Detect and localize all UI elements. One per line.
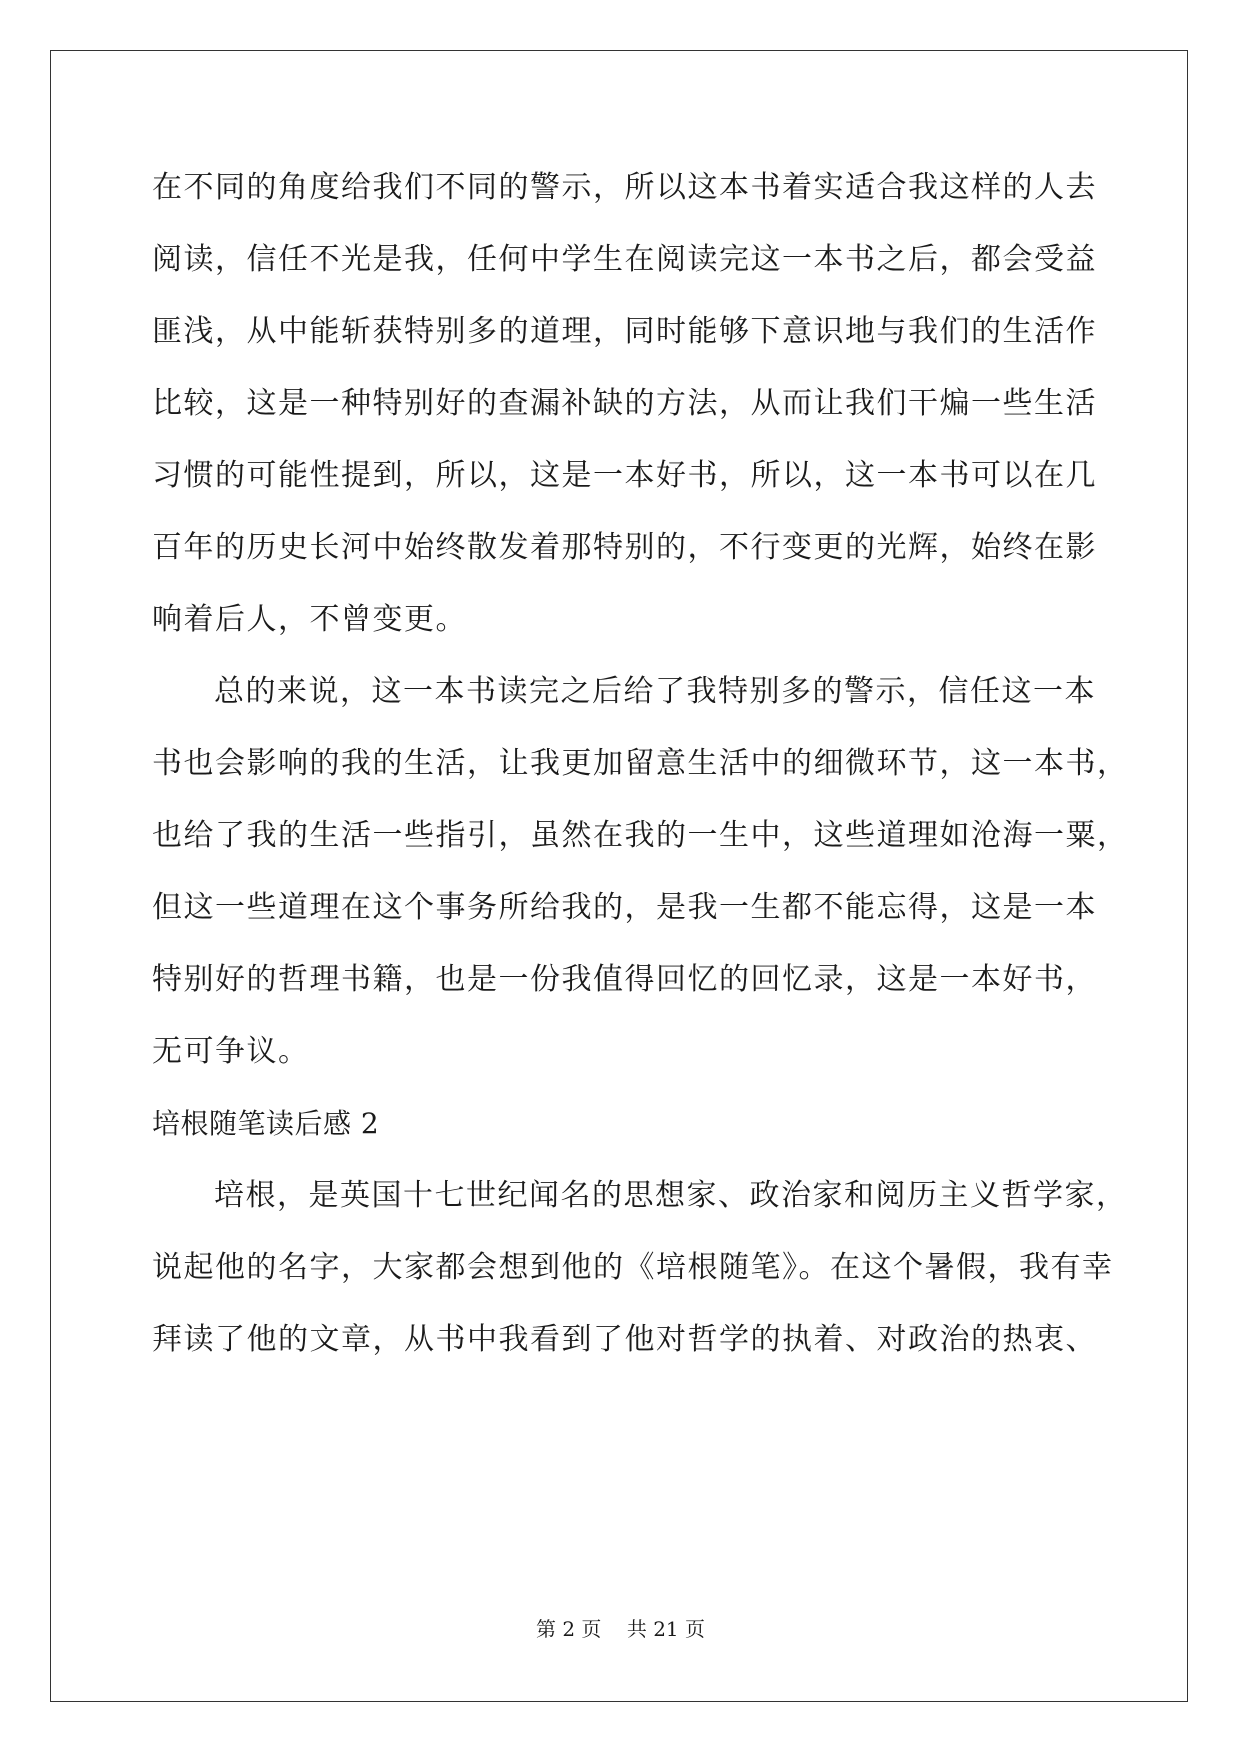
- body-text-line: 阅读，信任不光是我，任何中学生在阅读完这一本书之后，都会受益: [152, 242, 1097, 277]
- body-text-line: 在不同的角度给我们不同的警示，所以这本书着实适合我这样的人去: [152, 170, 1097, 205]
- body-text-line: 但这一些道理在这个事务所给我的，是我一生都不能忘得，这是一本: [152, 890, 1097, 925]
- body-text-line: 习惯的可能性提到，所以，这是一本好书，所以，这一本书可以在几: [152, 458, 1097, 493]
- body-text-line: 也给了我的生活一些指引，虽然在我的一生中，这些道理如沧海一粟，: [152, 818, 1129, 853]
- body-text-line: 书也会影响的我的生活，让我更加留意生活中的细微环节，这一本书，: [152, 746, 1129, 781]
- body-text-line: 百年的历史长河中始终散发着那特别的，不行变更的光辉，始终在影: [152, 530, 1097, 565]
- section-heading: 培根随笔读后感 2: [152, 1107, 380, 1140]
- page-number-footer: 第 2 页 共 21 页: [535, 1617, 706, 1641]
- body-text-line: 无可争议。: [152, 1034, 310, 1069]
- body-text-line: 匪浅，从中能斩获特别多的道理，同时能够下意识地与我们的生活作: [152, 314, 1097, 349]
- body-text-line: 总的来说，这一本书读完之后给了我特别多的警示，信任这一本: [214, 674, 1096, 709]
- body-text-line: 拜读了他的文章，从书中我看到了他对哲学的执着、对政治的热衷、: [152, 1322, 1097, 1357]
- body-text-line: 培根，是英国十七世纪闻名的思想家、政治家和阅历主义哲学家，: [214, 1178, 1128, 1213]
- body-text-line: 特别好的哲理书籍，也是一份我值得回忆的回忆录，这是一本好书，: [152, 962, 1097, 997]
- body-text-line: 响着后人，不曾变更。: [152, 602, 467, 637]
- body-text-line: 说起他的名字，大家都会想到他的《培根随笔》。在这个暑假，我有幸: [152, 1250, 1114, 1285]
- page-border: [50, 50, 1188, 1702]
- body-text-line: 比较，这是一种特别好的查漏补缺的方法，从而让我们干煸一些生活: [152, 386, 1097, 421]
